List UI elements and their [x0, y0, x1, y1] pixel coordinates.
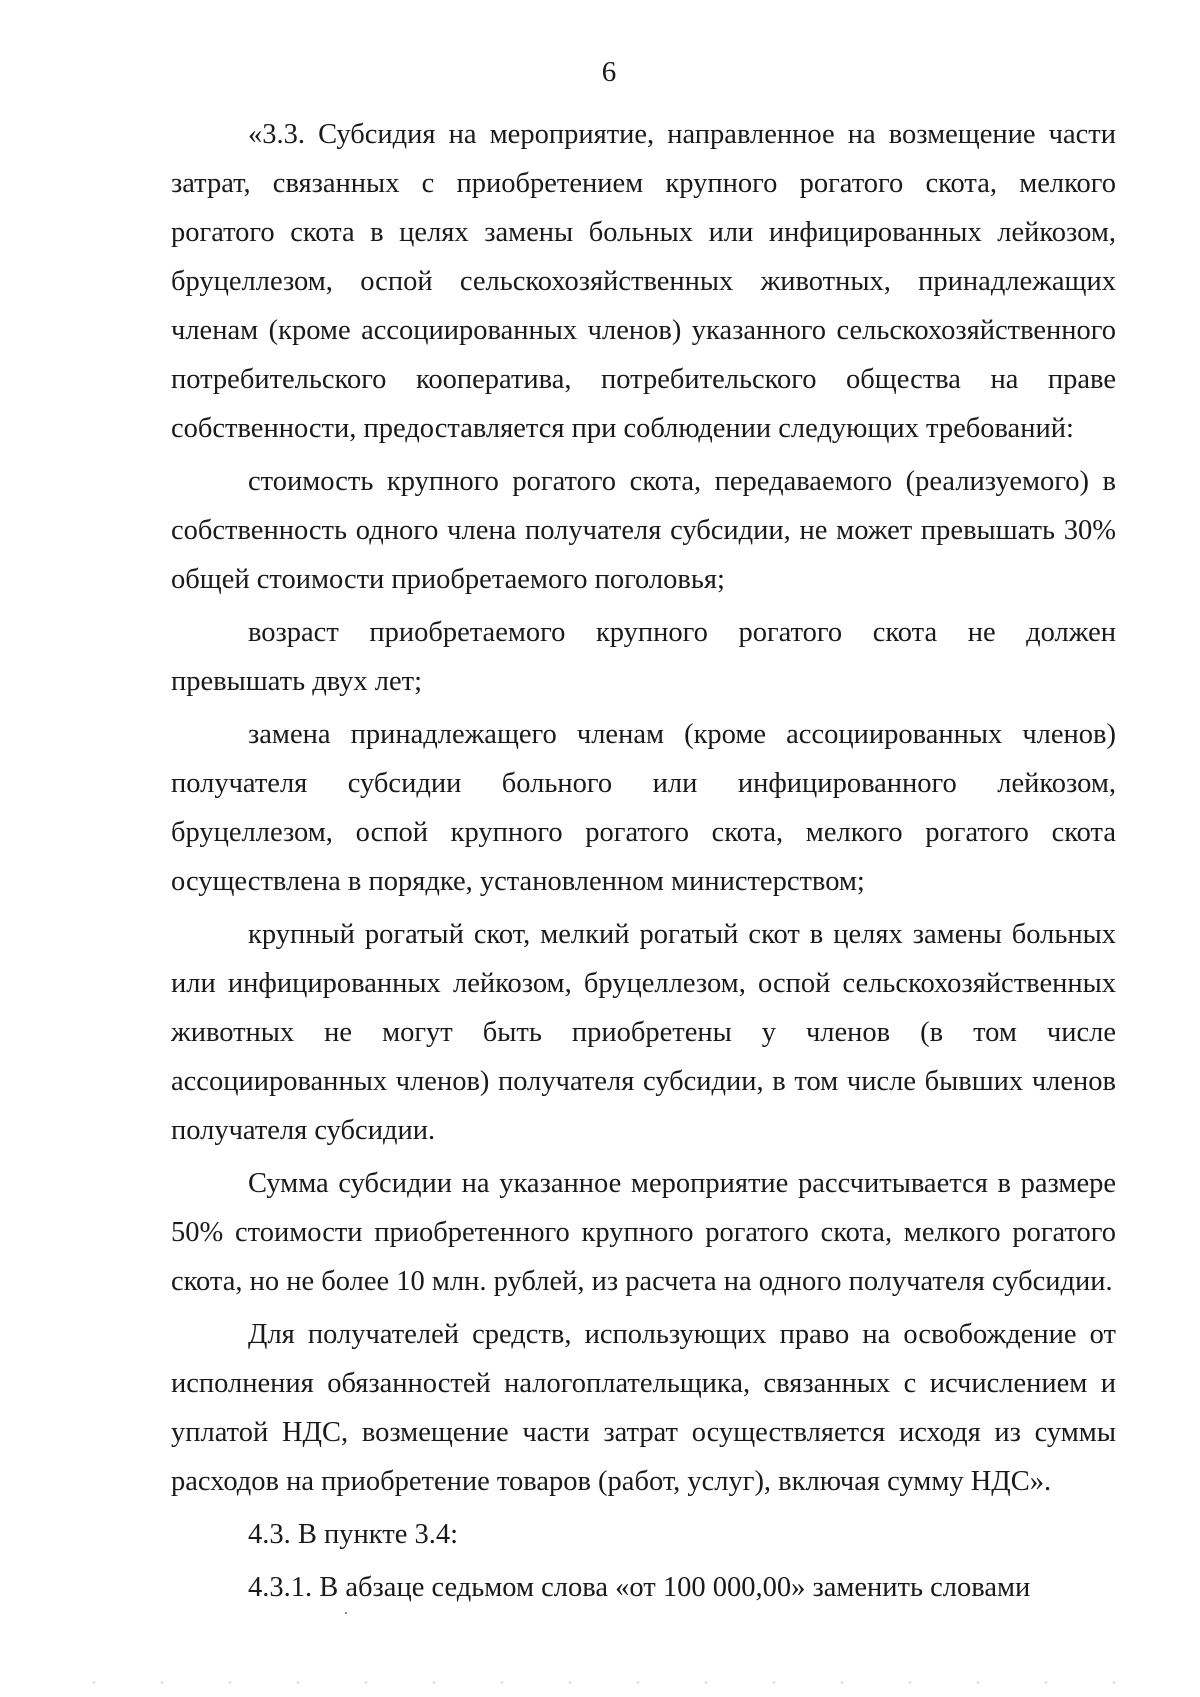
- document-body: [171, 110, 1116, 1612]
- page-number: 6: [601, 56, 617, 88]
- paragraph-item-4-3: 4.3. В пункте 3.4:: [248, 1519, 459, 1550]
- paragraph-requirement-cost: стоимость крупного рогатого скота, передаваемого (реализуемого) в собственность одного члена получателя субсидии, не может превышать 30% общей стоимости приобретаемого поголовья;: [171, 466, 1116, 595]
- scan-edge-dots: [60, 1681, 1140, 1684]
- paragraph-vat-recipients: Для получателей средств, использующих право на освобождение от исполнения обязанностей налогоплательщика, связанных с исчислением и уплатой НДС, возмещение части затрат осуществляется исходя из суммы расходов на приобретение товаров (работ, услуг), включая сумму НДС».: [171, 1319, 1116, 1497]
- paragraph-requirement-age: возраст приобретаемого крупного рогатого скота не должен превышать двух лет;: [171, 617, 1116, 697]
- paragraph-subsidy-amount: Сумма субсидии на указанное мероприятие рассчитывается в размере 50% стоимости приобретенного крупного рогатого скота, мелкого рогатого скота, но не более 10 млн. рублей, из расчета на одного получателя субсидии.: [171, 1168, 1116, 1297]
- scan-speck: [345, 1612, 347, 1614]
- paragraph-requirement-purchase: крупный рогатый скот, мелкий рогатый скот в целях замены больных или инфицированных лейкозом, бруцеллезом, оспой сельскохозяйственных животных не могут быть приобретены у членов (в том числе ассоциированных членов) получателя субсидии, в том числе бывших членов получателя субсидии.: [171, 919, 1116, 1146]
- paragraph-requirement-replacement: замена принадлежащего членам (кроме ассоциированных членов) получателя субсидии больного или инфицированного лейкозом, бруцеллезом, оспой крупного рогатого скота, мелкого рогатого скота осуществлена в порядке, установленном министерством;: [171, 719, 1116, 897]
- paragraph-3-3-intro: «3.3. Субсидия на мероприятие, направленное на возмещение части затрат, связанных с приобретением крупного рогатого скота, мелкого рогатого скота в целях замены больных или инфицированных лейкозом, бруцеллезом, оспой сельскохозяйственных животных, принадлежащих членам (кроме ассоциированных членов) указанного сельскохозяйственного потребительского кооператива, потребительского общества на праве собственности, предоставляется при соблюдении следующих требований:: [171, 119, 1116, 444]
- paragraph-item-4-3-1: 4.3.1. В абзаце седьмом слова «от 100 000,00» заменить словами: [248, 1572, 1031, 1603]
